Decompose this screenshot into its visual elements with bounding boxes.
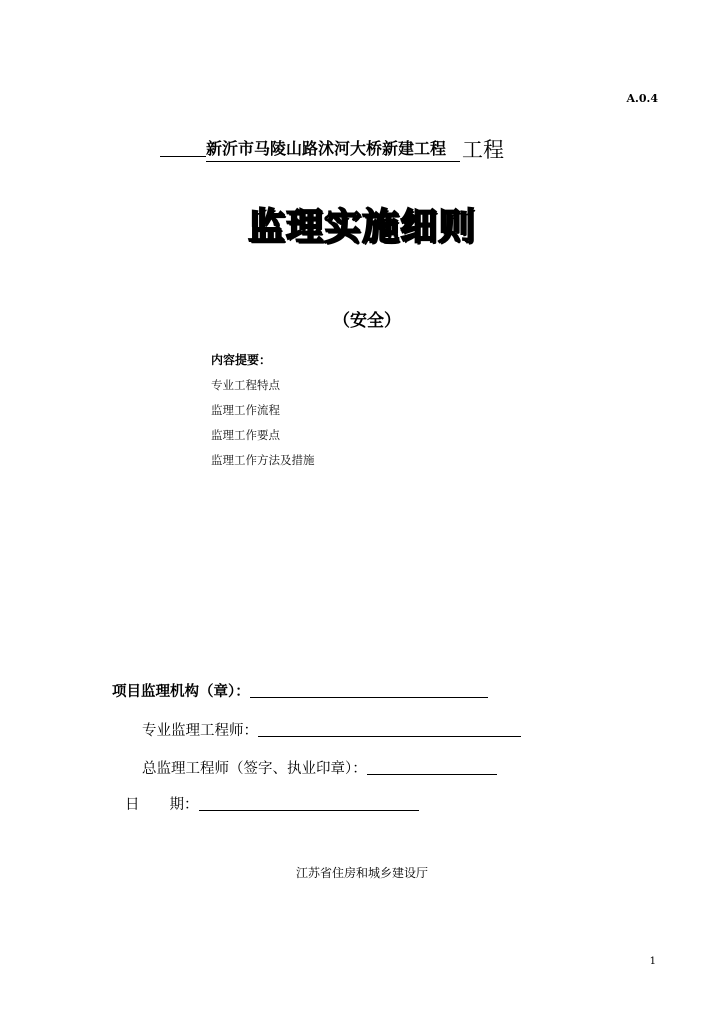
professional-engineer-blank — [258, 736, 521, 737]
summary-item: 监理工作流程 — [211, 403, 280, 417]
supervision-org-label: 项目监理机构（章）： — [112, 684, 250, 700]
summary-item: 监理工作要点 — [211, 428, 280, 442]
summary-label: 内容提要： — [211, 353, 272, 367]
content-summary — [211, 351, 315, 477]
document-code: A.0.4 — [626, 92, 658, 105]
professional-engineer-row — [142, 719, 521, 740]
supervision-org-row — [112, 680, 488, 701]
chief-engineer-label: 总监理工程师（签字、执业印章）： — [142, 761, 367, 777]
chief-engineer-row — [142, 757, 497, 778]
chief-engineer-blank — [367, 774, 497, 775]
date-label-period: 期： — [169, 797, 199, 813]
date-blank — [199, 810, 419, 811]
date-row — [125, 793, 419, 814]
date-label-day: 日 — [125, 797, 140, 813]
issuing-authority: 江苏省住房和城乡建设厅 — [295, 866, 428, 880]
project-name-underline — [160, 156, 206, 157]
professional-engineer-label: 专业监理工程师： — [142, 723, 258, 739]
summary-item: 监理工作方法及措施 — [211, 453, 315, 467]
document-title: 监理实施细则 — [248, 205, 476, 248]
project-name-line — [160, 134, 504, 162]
page-number: 1 — [649, 956, 656, 967]
supervision-org-blank — [250, 697, 488, 698]
project-name: 新沂市马陵山路沭河大桥新建工程 — [206, 139, 460, 162]
project-suffix: 工程 — [462, 138, 505, 162]
summary-item: 专业工程特点 — [211, 378, 280, 392]
document-subtitle: （安全） — [333, 311, 401, 331]
